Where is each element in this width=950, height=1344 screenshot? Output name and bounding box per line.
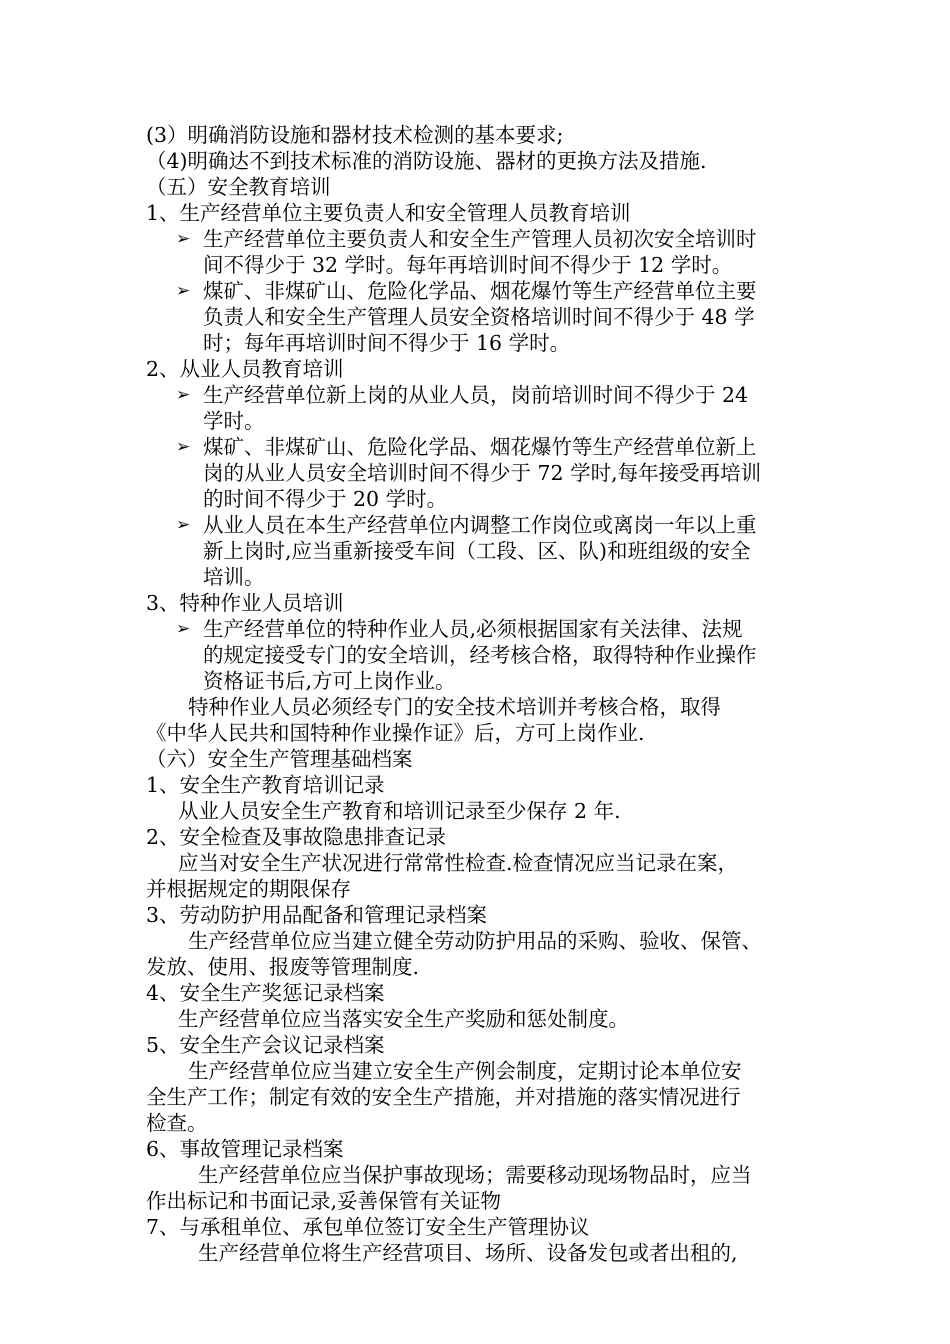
paragraph-text: 生产经营单位应当建立安全生产例会制度，定期讨论本单位安 [188, 1059, 742, 1083]
bullet-item-text: 岗的从业人员安全培训时间不得少于 72 学时,每年接受再培训 [203, 461, 762, 485]
paragraph-text: 生产经营单位应当落实安全生产奖励和惩处制度。 [178, 1007, 629, 1031]
bullet-item-text: 培训。 [203, 565, 265, 589]
paragraph-text: 并根据规定的期限保存 [146, 877, 351, 901]
bullet-item-text: 间不得少于 32 学时。每年再培训时间不得少于 12 学时。 [203, 253, 733, 277]
bullet-item-text: 煤矿、非煤矿山、危险化学品、烟花爆竹等生产经营单位主要 [203, 279, 757, 303]
text-line: (3）明确消防设施和器材技术检测的基本要求; [146, 123, 564, 147]
subsection-heading: 1、安全生产教育培训记录 [146, 773, 385, 797]
paragraph-text: 生产经营单位应当建立健全劳动防护用品的采购、验收、保管、 [188, 929, 762, 953]
bullet-arrow-icon: ➢ [176, 619, 191, 639]
bullet-item-text: 时；每年再培训时间不得少于 16 学时。 [203, 331, 571, 355]
paragraph-text: 作出标记和书面记录,妥善保管有关证物 [146, 1189, 502, 1213]
subsection-heading: 4、安全生产奖惩记录档案 [146, 981, 385, 1005]
subsection-heading: 7、与承租单位、承包单位签订安全生产管理协议 [146, 1215, 590, 1239]
bullet-arrow-icon: ➢ [176, 229, 191, 249]
subsection-heading: 5、安全生产会议记录档案 [146, 1033, 385, 1057]
bullet-item-text: 生产经营单位的特种作业人员,必须根据国家有关法律、法规 [203, 617, 743, 641]
bullet-item-text: 资格证书后,方可上岗作业。 [203, 669, 456, 693]
paragraph-text: 《中华人民共和国特种作业操作证》后，方可上岗作业. [146, 721, 645, 745]
paragraph-text: 从业人员安全生产教育和培训记录至少保存 2 年. [178, 799, 621, 823]
bullet-item-text: 的时间不得少于 20 学时。 [203, 487, 448, 511]
bullet-arrow-icon: ➢ [176, 385, 191, 405]
bullet-item-text: 煤矿、非煤矿山、危险化学品、烟花爆竹等生产经营单位新上 [203, 435, 757, 459]
subsection-heading: 2、从业人员教育培训 [146, 357, 344, 381]
bullet-item-text: 生产经营单位主要负责人和安全生产管理人员初次安全培训时 [203, 227, 757, 251]
paragraph-text: 特种作业人员必须经专门的安全技术培训并考核合格，取得 [188, 695, 721, 719]
paragraph-text: 全生产工作；制定有效的安全生产措施，并对措施的落实情况进行 [146, 1085, 741, 1109]
subsection-heading: 3、劳动防护用品配备和管理记录档案 [146, 903, 488, 927]
subsection-heading: 6、事故管理记录档案 [146, 1137, 344, 1161]
paragraph-text: 检查。 [146, 1111, 208, 1135]
bullet-arrow-icon: ➢ [176, 515, 191, 535]
paragraph-text: 生产经营单位将生产经营项目、场所、设备发包或者出租的, [198, 1241, 738, 1265]
paragraph-text: 生产经营单位应当保护事故现场；需要移动现场物品时，应当 [198, 1163, 752, 1187]
bullet-item-text: 负责人和安全生产管理人员安全资格培训时间不得少于 48 学 [203, 305, 755, 329]
bullet-item-text: 的规定接受专门的安全培训，经考核合格，取得特种作业操作 [203, 643, 757, 667]
section-heading: （五）安全教育培训 [146, 175, 331, 199]
section-heading: （六）安全生产管理基础档案 [146, 747, 413, 771]
bullet-item-text: 学时。 [203, 409, 265, 433]
subsection-heading: 1、生产经营单位主要负责人和安全管理人员教育培训 [146, 201, 631, 225]
paragraph-text: 发放、使用、报废等管理制度. [146, 955, 420, 979]
text-line: （4)明确达不到技术标准的消防设施、器材的更换方法及措施. [146, 149, 707, 173]
bullet-arrow-icon: ➢ [176, 437, 191, 457]
paragraph-text: 应当对安全生产状况进行常常性检查.检查情况应当记录在案， [178, 851, 739, 875]
bullet-item-text: 从业人员在本生产经营单位内调整工作岗位或离岗一年以上重 [203, 513, 757, 537]
subsection-heading: 3、特种作业人员培训 [146, 591, 344, 615]
bullet-arrow-icon: ➢ [176, 281, 191, 301]
bullet-item-text: 生产经营单位新上岗的从业人员，岗前培训时间不得少于 24 [203, 383, 749, 407]
bullet-item-text: 新上岗时,应当重新接受车间（工段、区、队)和班组级的安全 [203, 539, 751, 563]
subsection-heading: 2、安全检查及事故隐患排查记录 [146, 825, 447, 849]
